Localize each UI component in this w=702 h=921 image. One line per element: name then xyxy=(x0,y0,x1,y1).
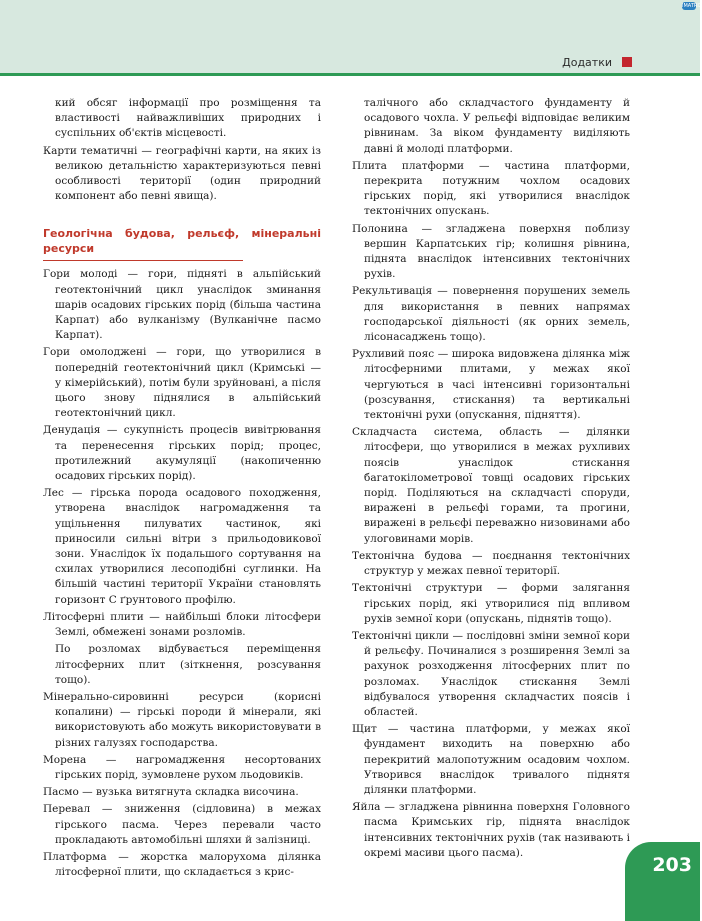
glossary-entry: Полонина — згладжена поверхня поблизу вершин Карпатських гір; колишня рівнина, піднята внаслідок інтенсивних тектонічних рухів. xyxy=(352,222,630,281)
glossary-entry: Складчаста система, область — ділянки літосфери, що утворилися в межах рухливих поясів унаслідок стискання багатокілометрової товщі осадових гірських порід. Поділяються на складчасті споруди, виражені в рельєфі горами, та прогини, виражені в рельєфі переважно низовинами або улоговинами морів. xyxy=(352,426,630,545)
glossary-entry: Літосферні плити — найбільші блоки літосфери Землі, обмежені зонами розломів. xyxy=(43,610,321,639)
glossary-entry: По розломах відбувається переміщення літосферних плит (зіткнення, розсування тощо). xyxy=(55,643,321,686)
header-rule xyxy=(0,73,700,76)
glossary-entry: Гори молоді — гори, підняті в альпійський геотектонічний цикл унаслідок зминання шарів осадових гірських порід (більша частина Карпат) або вулканізму (Вулканічне пасмо Карпат). xyxy=(43,268,321,342)
heading-underline xyxy=(43,260,243,261)
page-number: 203 xyxy=(652,854,692,876)
glossary-entry: Рухливий пояс — широка видовжена ділянка між літосферними плитами, у межах якої чергуються в часі інтенсивні горизонтальні (розсування, стискання) та вертикальні тектонічні рухи (опускання, підняття). xyxy=(352,348,630,422)
glossary-entry: Тектонічна будова — поєднання тектонічних структур у межах певної території. xyxy=(352,549,630,578)
section-marker xyxy=(622,57,632,67)
publisher-logo: IMATRIX xyxy=(682,3,702,9)
glossary-entry: Лес — гірська порода осадового походження, утворена внаслідок нагромадження та ущільнення пилуватих частинок, які приносили сильні вітри з прильодовикової зони. Унаслідок їх подальшого сортування на схилах утворилися лесоподібні суглинки. На більшій частині території України становлять горизонт С ґрунтового профілю. xyxy=(43,487,321,606)
section-heading: Геологічна будова, рельєф, мінеральні ресурси xyxy=(43,227,321,256)
glossary-entry: Рекультивація — повернення порушених земель для використання в певних напрямах господарської діяльності (як орних земель, лісонасаджень тощо). xyxy=(352,285,630,344)
right-column xyxy=(352,96,630,863)
glossary-entry: Щит — частина платформи, у межах якої фундамент виходить на поверхню або перекритий малопотужним осадовим чохлом. Утворився внаслідок тривалого піднятя ділянки платформи. xyxy=(352,723,630,796)
glossary-entry: талічного або складчастого фундаменту й осадового чохла. У рельєфі відповідає великим рівнинам. За віком фундаменту виділяють давні й молоді платформи. xyxy=(364,97,630,155)
glossary-entry: Тектонічні структури — форми залягання гірських порід, які утворилися під впливом рухів земної кори (опускань, піднятів тощо). xyxy=(352,582,630,625)
glossary-entry: кий обсяг інформації про розміщення та властивості найважливіших природних і суспільних об'єктів місцевості. xyxy=(55,97,321,140)
glossary-entry: Плита платформи — частина платформи, перекрита потужним чохлом осадових гірських порід, які утворилися внаслідок тектонічних опускань. xyxy=(352,159,630,218)
section-label: Додатки xyxy=(562,56,612,69)
glossary-entry: Пасмо — вузька витягнута складка височина. xyxy=(43,786,299,799)
glossary-entry: Платформа — жорстка малорухома ділянка літосферної плити, що складається з крис- xyxy=(43,850,321,879)
glossary-entry: Морена — нагромадження несортованих гірських порід, зумовлене рухом льодовиків. xyxy=(43,753,321,781)
glossary-entry: Карти тематичні — географічні карти, на яких із великою детальністю характеризуються певні особливості території (один природний компонент або певні явища). xyxy=(43,144,321,203)
glossary-entry: Яйла — згладжена рівнинна поверхня Головного пасма Кримських гір, піднята внаслідок інтенсивних тектонічних рухів (так називають і окремі масиви цього пасма). xyxy=(352,801,630,859)
glossary-entry: Гори омолоджені — гори, що утворилися в попередній геотектонічний цикл (Кримські — у кімерійський), потім були зруйновані, а після цього знову піднялися в альпійський геотектонічний цикл. xyxy=(43,346,321,420)
glossary-entry: Перевал — зниження (сідловина) в межах гірського пасма. Через перевали часто прокладають автомобільні шляхи й залізниці. xyxy=(43,803,321,846)
glossary-entry: Тектонічні цикли — послідовні зміни земної кори й рельєфу. Починалися з розширення Землі за рахунок розходження літосферних плит по розломах. Унаслідок стискання Землі відбувалося утворення складчастих поясів і областей. xyxy=(352,629,630,718)
left-column xyxy=(43,96,321,882)
glossary-entry: Мінерально-сировинні ресурси (корисні копалини) — гірські породи й мінерали, які використовують або можуть використовувати в різних галузях господарства. xyxy=(43,690,321,749)
glossary-entry: Денудація — сукупність процесів вивітрювання та перенесення гірських порід; процес, протилежний акумуляції (накопиченню осадових гірських порід). xyxy=(43,424,321,483)
